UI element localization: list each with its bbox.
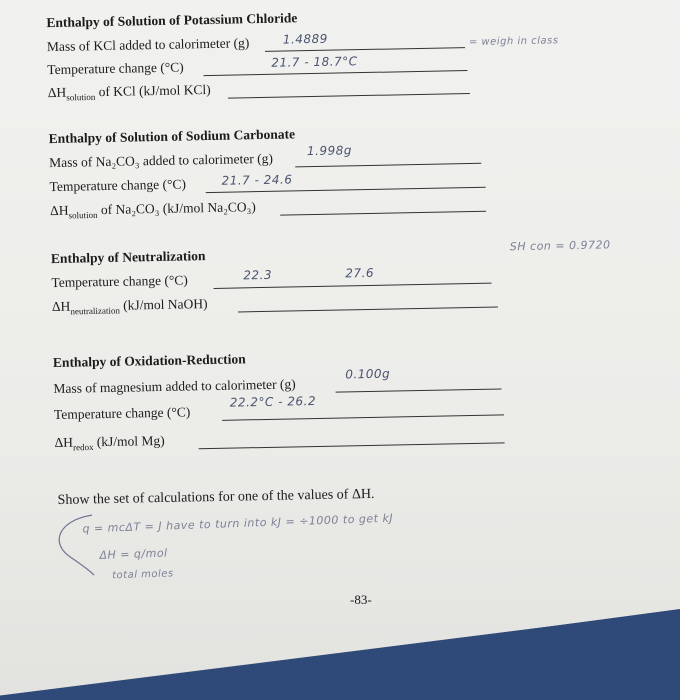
redox-section-title: Enthalpy of Oxidation-Reduction bbox=[52, 351, 246, 371]
calc-note-moles: total moles bbox=[111, 568, 174, 582]
kcl-mass-note: = weigh in class bbox=[468, 35, 559, 49]
kcl-temp-label: Temperature change (°C) bbox=[47, 59, 184, 78]
na2co3-mass-label: Mass of Na₂CO₃ added to calorimeter (g) bbox=[48, 150, 274, 171]
kcl-temp-value: 21.7 - 18.7°C bbox=[271, 54, 358, 70]
calculation-prompt: Show the set of calculations for one of the values of ΔH. bbox=[57, 486, 375, 508]
redox-dh-label: $\Delta H_{redox}$ (kJ/mol Mg) bbox=[54, 432, 165, 453]
na2co3-mass-value: 1.998g bbox=[306, 143, 353, 159]
kcl-section-title: Enthalpy of Solution of Potassium Chloride bbox=[46, 10, 298, 31]
neutralization-temp-value-2: 27.6 bbox=[345, 265, 375, 281]
na2co3-dh-label: $\Delta H_{solution}$ of Na₂CO₃ (kJ/mol Na₂CO₃) bbox=[49, 199, 256, 221]
calc-note-heat: q = mcΔT = J have to turn into kJ = ÷1000 to get kJ bbox=[82, 511, 394, 536]
page-number: -83- bbox=[350, 592, 372, 607]
calc-note-enthalpy: ΔH = q/mol bbox=[99, 546, 168, 562]
redox-temp-label: Temperature change (°C) bbox=[53, 404, 191, 423]
redox-mass-value: 0.100g bbox=[345, 366, 391, 382]
kcl-dh-label: $\Delta H_{solution}$ of KCl (kJ/mol KCl) bbox=[47, 81, 211, 103]
redox-mass-label: Mass of magnesium added to calorimeter (g) bbox=[53, 376, 296, 397]
neutralization-temp-value-1: 22.3 bbox=[243, 267, 273, 283]
redox-temp-value: 22.2°C - 26.2 bbox=[229, 394, 317, 410]
neutralization-temp-label: Temperature change (°C) bbox=[51, 272, 188, 291]
na2co3-temp-label: Temperature change (°C) bbox=[49, 176, 187, 195]
neutralization-side-note: SH con = 0.9720 bbox=[509, 238, 611, 254]
neutralization-section-title: Enthalpy of Neutralization bbox=[50, 248, 206, 267]
na2co3-section-title: Enthalpy of Solution of Sodium Carbonate bbox=[48, 126, 296, 147]
na2co3-temp-value: 21.7 - 24.6 bbox=[221, 172, 293, 188]
neutralization-dh-label: $\Delta H_{neutralization}$ (kJ/mol NaOH) bbox=[51, 296, 208, 317]
kcl-mass-value: 1.4889 bbox=[282, 31, 328, 47]
kcl-mass-label: Mass of KCl added to calorimeter (g) bbox=[46, 35, 250, 55]
